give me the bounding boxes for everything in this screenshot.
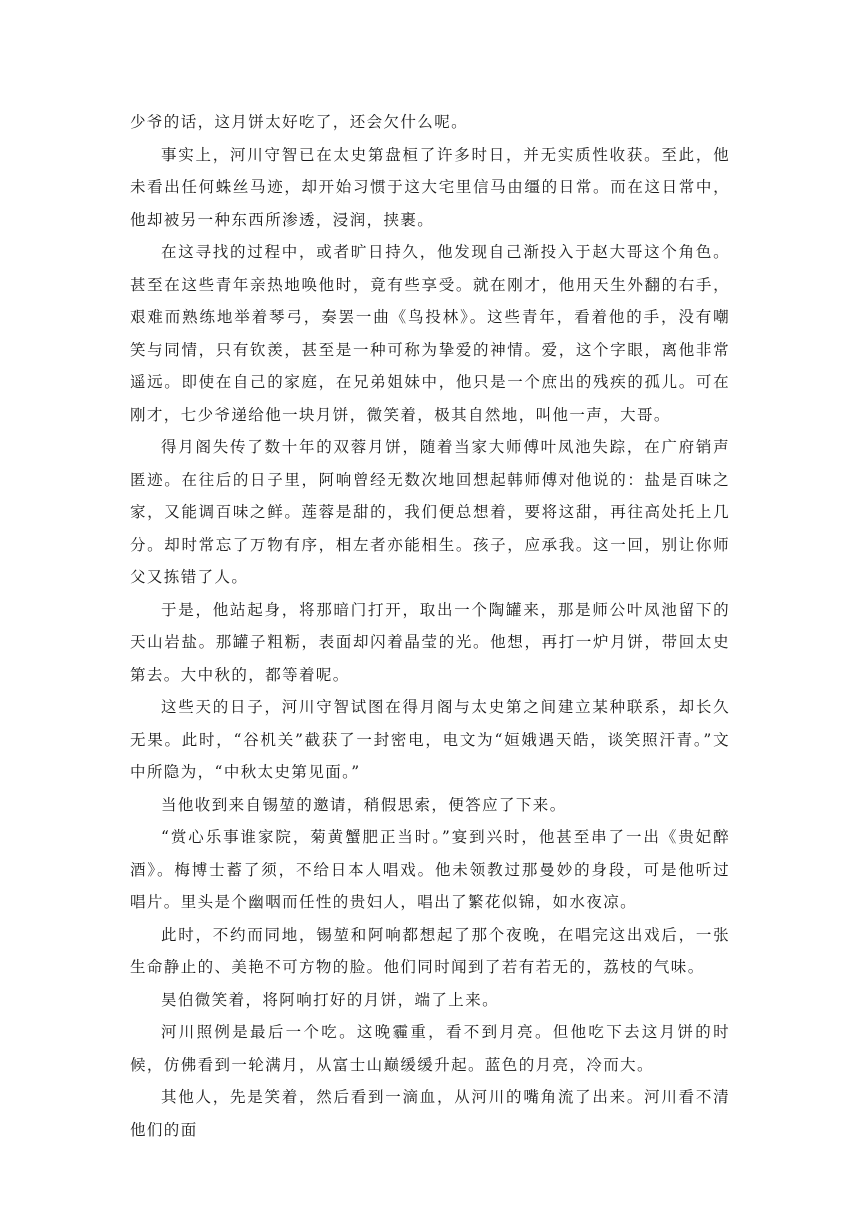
paragraph: 此时，不约而同地，锡堃和阿响都想起了那个夜晚，在唱完这出戏后，一张生命静止的、美艳不可方物的脸。他们同时闻到了若有若无的，荔枝的气味。 [130,925,730,976]
paragraph: 于是，他站起身，将那暗门打开，取出一个陶罐来，那是师公叶凤池留下的天山岩盐。那罐子粗粝，表面却闪着晶莹的光。他想，再打一炉月饼，带回太史第去。大中秋的，都等着呢。 [130,600,730,684]
paragraph: 昊伯微笑着，将阿响打好的月饼，端了上来。 [161,990,500,1009]
paragraph: 少爷的话，这月饼太好吃了，还会欠什么呢。 [130,113,469,131]
paragraph: 这些天的日子，河川守智试图在得月阁与太史第之间建立某种联系，却长久无果。此时，“谷机关”截获了一封密电，电文为“姮娥遇天皓，谈笑照汗青。”文中所隐为，“中秋太史第见面。” [130,698,730,781]
paragraph: 事实上，河川守智已在太史第盘桓了许多时日，并无实质性收获。至此，他未看出任何蛛丝马迹，却开始习惯于这大宅里信马由缰的日常。而在这日常中，他却被另一种东西所渗透，浸润，挟裹。 [130,145,730,229]
paragraph: 其他人，先是笑着，然后看到一滴血，从河川的嘴角流了出来。河川看不清他们的面 [130,1088,730,1139]
paragraph: 河川照例是最后一个吃。这晚霾重，看不到月亮。但他吃下去这月饼的时候，仿佛看到一轮满月，从富士山巅缓缓升起。蓝色的月亮，冷而大。 [130,1023,730,1074]
paragraph: 得月阁失传了数十年的双蓉月饼，随着当家大师傅叶凤池失踪，在广府销声匿迹。在往后的日子里，阿响曾经无数次地回想起韩师傅对他说的：盐是百味之家，又能调百味之鲜。莲蓉是甜的，我们便总想着，要将这甜，再往高处托上几分。却时常忘了万物有序，相左者亦能相生。孩子，应承我。这一回，别让你师父又拣错了人。 [130,438,730,586]
paragraph: “赏心乐事谁家院，菊黄蟹肥正当时。”宴到兴时，他甚至串了一出《贵妃醉酒》。梅博士蓄了须，不给日本人唱戏。他未领教过那曼妙的身段，可是他听过唱片。里头是个幽咽而任性的贵妇人，唱出了繁花似锦，如水夜凉。 [130,828,730,911]
paragraph: 在这寻找的过程中，或者旷日持久，他发现自己渐投入于赵大哥这个角色。甚至在这些青年亲热地唤他时，竟有些享受。就在刚才，他用天生外翻的右手，艰难而熟练地举着琴弓，奏罢一曲《鸟投林》。这些青年，看着他的手，没有嘲笑与同情，只有钦羡，甚至是一种可称为挚爱的神情。爱，这个字眼，离他非常遥远。即使在自己的家庭，在兄弟姐妹中，他只是一个庶出的残疾的孤儿。可在刚才，七少爷递给他一块月饼，微笑着，极其自然地，叫他一声，大哥。 [130,243,730,424]
document-body [130,106,730,1146]
paragraph: 当他收到来自锡堃的邀请，稍假思索，便答应了下来。 [161,795,567,814]
